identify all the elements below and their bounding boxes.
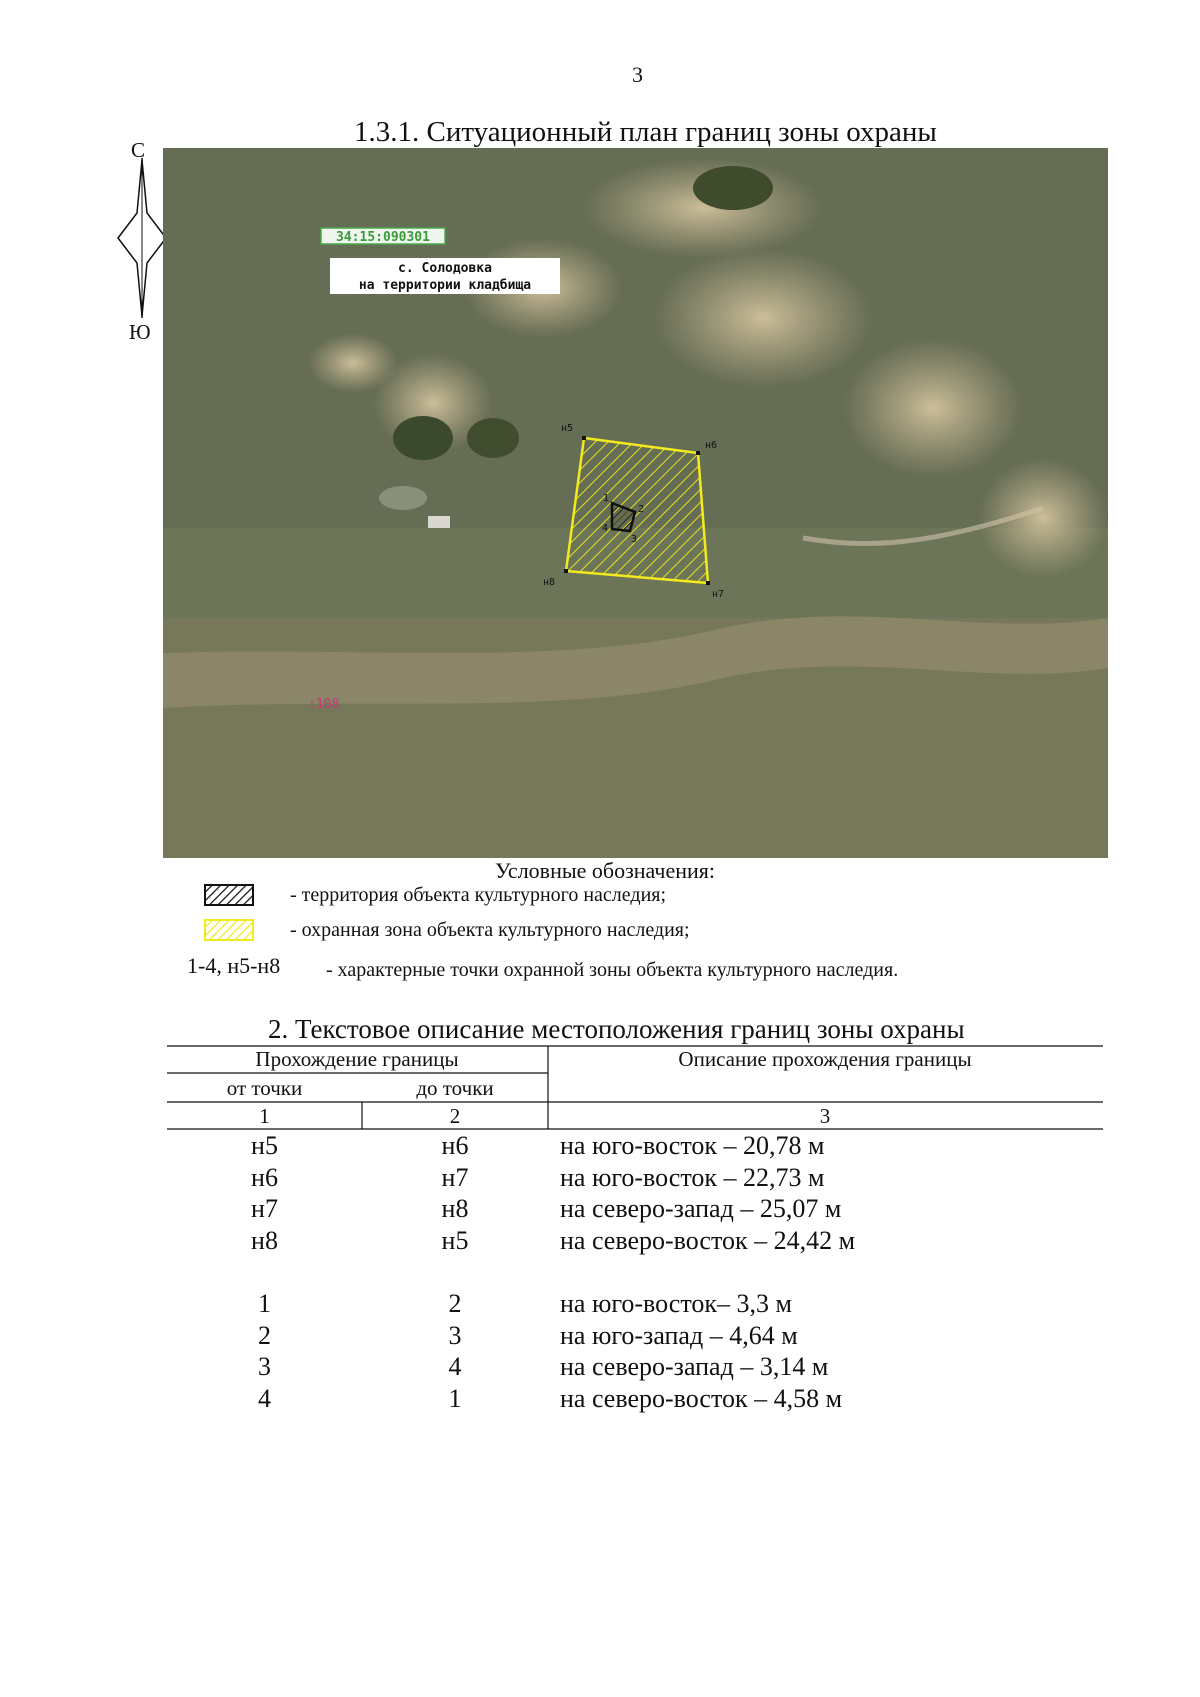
compass-arrow-icon <box>116 158 168 318</box>
row-description: на северо-запад – 25,07 м <box>560 1194 842 1223</box>
north-label: С <box>131 138 146 162</box>
row-description: на северо-восток – 4,58 м <box>560 1384 843 1413</box>
point-2-label: 2 <box>638 504 645 515</box>
point-1-label: 1 <box>603 493 610 504</box>
row-description: на юго-восток– 3,3 м <box>560 1289 792 1318</box>
row-to: 4 <box>448 1352 462 1381</box>
row-to: н8 <box>441 1194 469 1223</box>
row-from: н5 <box>251 1131 278 1160</box>
column-number-3: 3 <box>819 1104 831 1128</box>
point-n5-label: н5 <box>561 423 574 434</box>
row-to: 3 <box>448 1321 462 1350</box>
row-from: н7 <box>251 1194 278 1223</box>
protection-zone-swatch <box>204 919 254 941</box>
row-from: 2 <box>258 1321 271 1350</box>
legend-object-territory: - территория объекта культурного наследия; <box>290 884 667 906</box>
row-to: 2 <box>448 1289 462 1318</box>
row-description: на северо-запад – 3,14 м <box>560 1352 829 1381</box>
text-section-title: 2. Текстовое описание местоположения границ зоны охраны <box>268 1014 965 1044</box>
row-from: 1 <box>258 1289 271 1318</box>
legend-protection-zone: - охранная зона объекта культурного наследия; <box>290 919 690 941</box>
row-to: н7 <box>441 1163 469 1192</box>
page-number: 3 <box>632 62 643 87</box>
row-to: н5 <box>441 1226 469 1255</box>
location-line1: с. Солодовка <box>398 261 492 276</box>
row-from: н6 <box>251 1163 278 1192</box>
point-n7-label: н7 <box>712 589 725 600</box>
cadastral-number: 34:15:090301 <box>336 230 430 245</box>
legend-title: Условные обозначения: <box>495 858 716 883</box>
object-territory-swatch <box>204 884 254 906</box>
parcel-label: :108 <box>308 697 340 712</box>
header-from-point: от точки <box>226 1076 303 1100</box>
point-n8-label: н8 <box>543 577 556 588</box>
column-number-1: 1 <box>259 1104 270 1128</box>
point-4-label: 4 <box>602 523 609 534</box>
plan-title: 1.3.1. Ситуационный план границ зоны охраны <box>354 116 937 148</box>
south-label: Ю <box>129 320 151 344</box>
column-number-2: 2 <box>449 1104 461 1128</box>
protection-zone <box>566 438 708 583</box>
header-to-point: до точки <box>416 1076 494 1100</box>
row-to: н6 <box>441 1131 469 1160</box>
row-description: на юго-запад – 4,64 м <box>560 1321 798 1350</box>
point-3-label: 3 <box>631 534 638 545</box>
row-from: 4 <box>258 1384 271 1413</box>
point-n6-label: н6 <box>705 440 718 451</box>
row-description: на юго-восток – 20,78 м <box>560 1131 825 1160</box>
legend-points-desc: - характерные точки охранной зоны объекта культурного наследия. <box>326 959 899 981</box>
header-passage: Прохождение границы <box>255 1047 459 1071</box>
row-from: 3 <box>258 1352 271 1381</box>
row-to: 1 <box>448 1384 462 1413</box>
location-line2: на территории кладбища <box>358 278 532 293</box>
header-description: Описание прохождения границы <box>678 1047 972 1071</box>
row-description: на юго-восток – 22,73 м <box>560 1163 825 1192</box>
row-description: на северо-восток – 24,42 м <box>560 1226 856 1255</box>
legend-points-key: 1-4, н5-н8 <box>187 953 281 978</box>
situation-map <box>163 148 1108 858</box>
row-from: н8 <box>251 1226 278 1255</box>
